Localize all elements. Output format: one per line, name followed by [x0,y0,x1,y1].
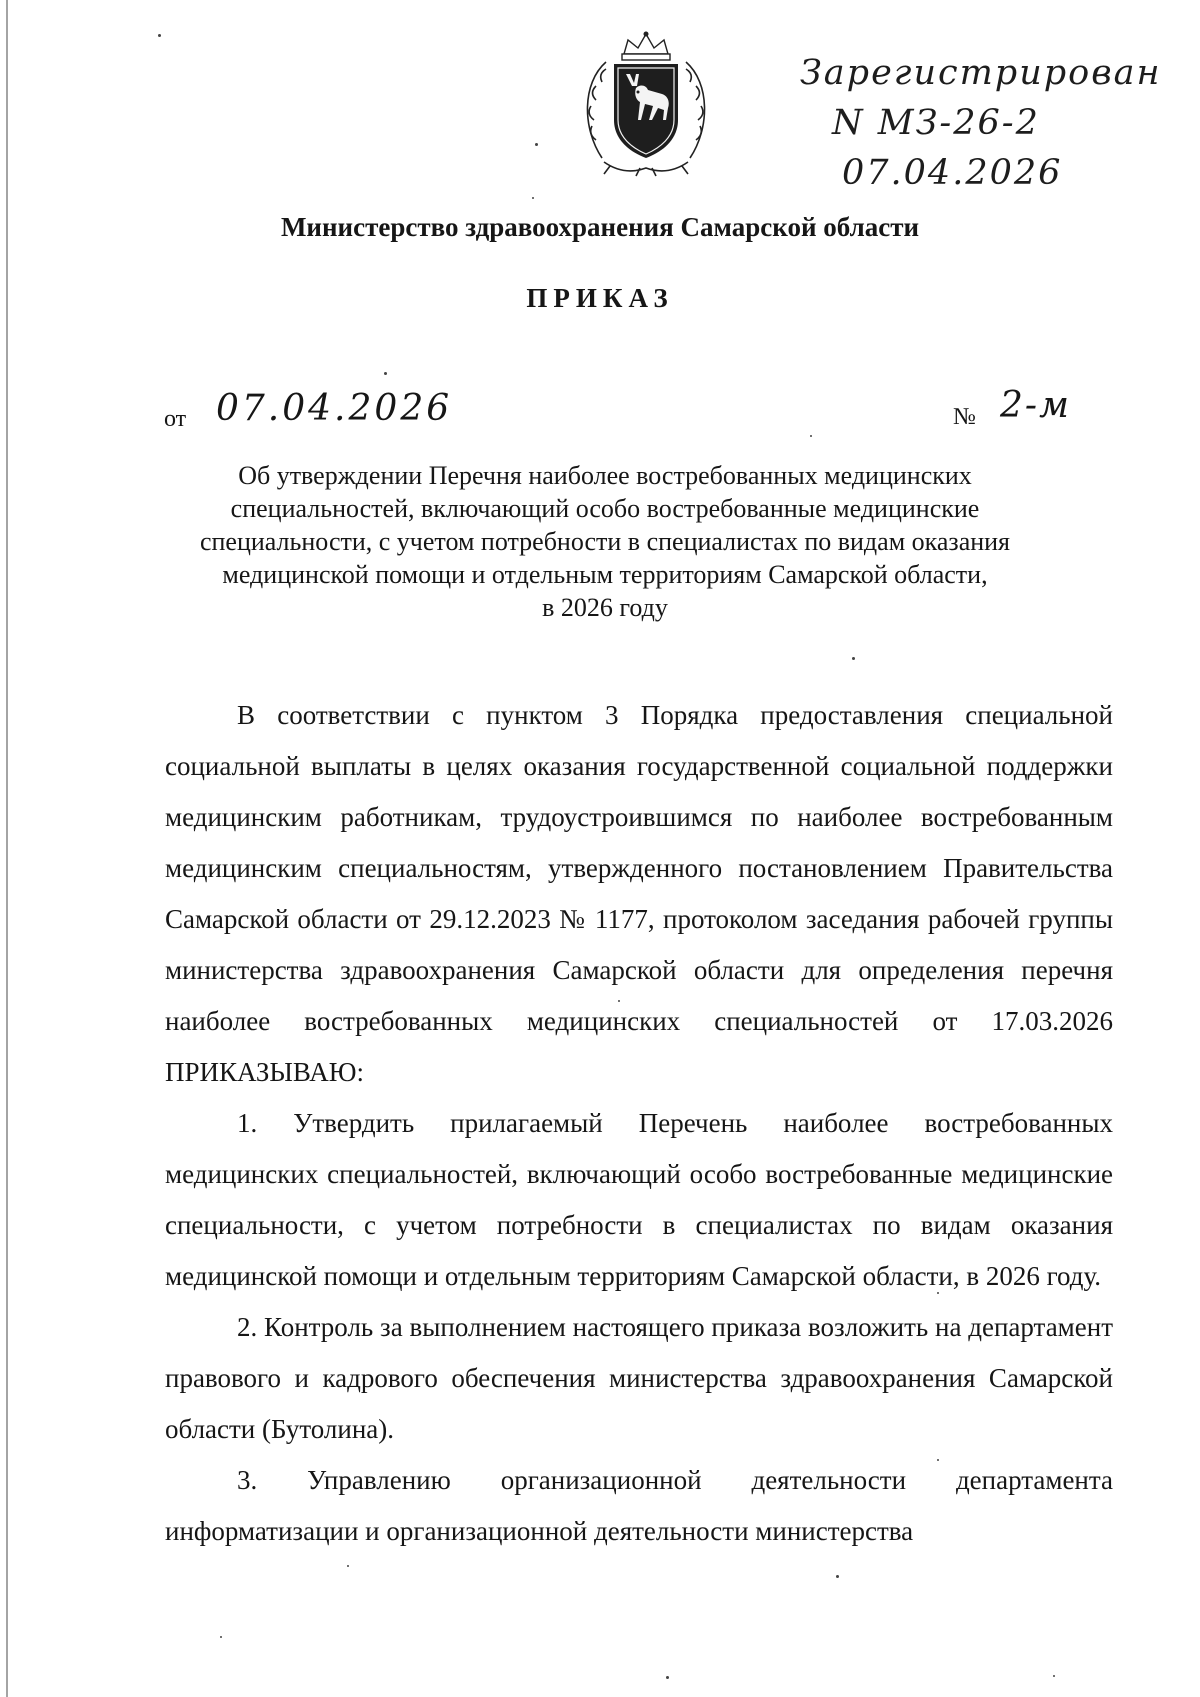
scan-speck [535,143,538,146]
registration-stamp-line1: Зарегистрирован [800,53,1162,93]
subject-line: медицинской помощи и отдельным территориям Самарской области, [222,560,988,589]
document-type-title: ПРИКАЗ [526,283,674,313]
scan-speck [158,34,161,37]
subject-line: специальностей, включающий особо востребованные медицинские [230,494,980,523]
ministry-title: Министерство здравоохранения Самарской области [280,212,920,242]
subject-line: Об утверждении Перечня наиболее востребованных медицинских [238,461,972,490]
scan-speck [852,657,855,660]
scan-speck [810,435,812,437]
order-item-2: 2. Контроль за выполнением настоящего приказа возложить на департамент правового и кадрового обеспечения министерства здравоохранения Самарской области (Бутолина). [165,1312,1113,1444]
scan-speck [220,1636,222,1638]
registration-stamp-line3: 07.04.2026 [842,153,1063,193]
subject-line: специальности, с учетом потребности в специалистах по видам оказания [199,527,1011,556]
scan-speck [532,197,534,199]
subject-line: в 2026 году [542,593,668,622]
date-label: от [164,406,187,432]
scan-speck [666,1676,669,1679]
scan-edge-line [6,0,8,1697]
preamble-paragraph: В соответствии с пунктом 3 Порядка предоставления специальной социальной выплаты в целях оказания государственной социальной поддержки медицинским работникам, трудоустроившимся по наиболее востребованным медицинским специальностям, утвержденного постановлением Правительства Самарской области от 29.12.2023 № 1177, протоколом заседания рабочей группы министерства здравоохранения Самарской области для определения перечня наиболее востребованных медицинских специальностей от 17.03.2026 ПРИКАЗЫВАЮ: [165,700,1113,1087]
order-item-1: 1. Утвердить прилагаемый Перечень наиболее востребованных медицинских специальностей, включающий особо востребованные медицинские специальности, с учетом потребности в специалистах по видам оказания медицинской помощи и отдельным территориям Самарской области, в 2026 году. [165,1108,1113,1291]
registration-stamp [790,48,1185,198]
samara-coat-of-arms-icon [580,28,712,178]
scan-speck [1053,1675,1055,1677]
order-item-3: 3. Управлению организационной деятельности департамента информатизации и организационной деятельности министерства [165,1465,1113,1546]
order-subject [160,459,1050,624]
number-label: № [953,404,976,430]
scan-speck [836,1575,839,1578]
order-date-handwritten: 07.04.2026 [216,388,453,429]
scan-speck [384,372,387,375]
registration-stamp-line2: N МЗ-26-2 [832,103,1040,143]
order-body [165,690,1113,1557]
scan-speck [347,1565,349,1567]
order-number-handwritten: 2-м [1000,385,1071,426]
